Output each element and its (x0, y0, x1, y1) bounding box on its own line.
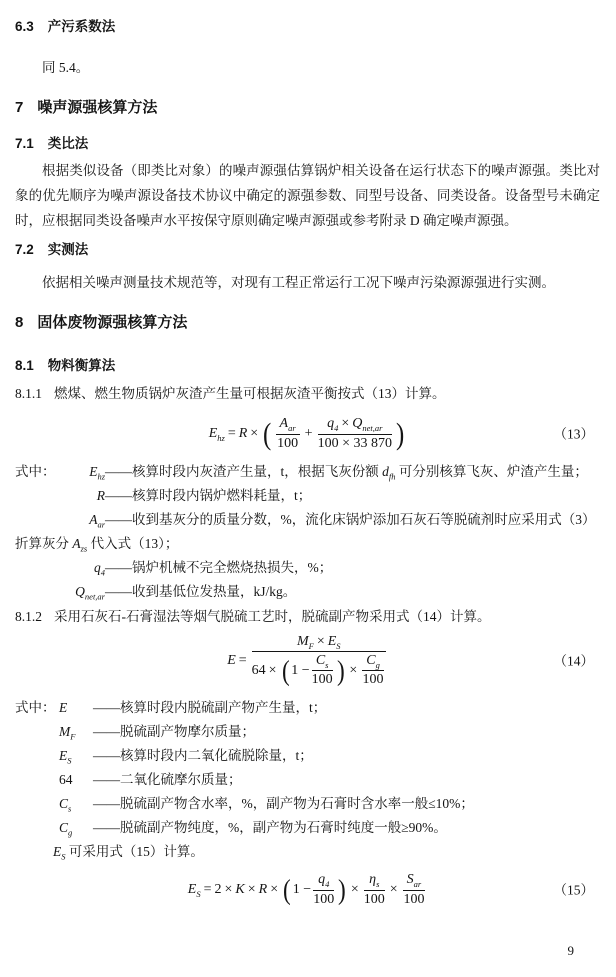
heading-8-1 (15, 353, 600, 378)
heading-8-label: 8 (15, 314, 24, 331)
left-paren: ( (283, 873, 291, 906)
heading-8-1-label: 8.1 (15, 358, 34, 373)
equation-15-math: $E_S$ = 2 × K × R × ( 1 − $\frac{q_4}{100}$ ) × $\frac{\eta_s}{100}$ × $\frac{S_{ar}}{100}$ (187, 872, 425, 907)
def-row-aar-continued: 折算灰分 $A_{zs}$ 代入式（13）； (15, 536, 179, 554)
heading-7-2-title: 实测法 (47, 242, 89, 257)
heading-8-1-title: 物料衡算法 (47, 358, 116, 373)
def-row-qnetar: $Q_{net,ar}$ —— 收到基低位发热量，kJ/kg。 (75, 584, 297, 602)
equation-13-math: $E_{hz}$ = R × ( $\frac{A_{ar}}{100}$ + $q_4$ × $Q_{net,ar}$ 100 × 33 870 ) (208, 416, 405, 452)
heading-7-1 (15, 131, 600, 156)
eq15-eta-fraction: $\frac{\eta_s}{100}$ (363, 872, 385, 907)
paragraph-7-2: 依据相关噪声测量技术规范等，对现有工程正常运行工况下噪声污染源源强进行实测。 (42, 275, 555, 290)
equation-15-number: （15） (553, 882, 594, 898)
paragraph-8-1-1-text: 燃煤、燃生物质锅炉灰渣产生量可根据灰渣平衡按式（13）计算。 (54, 386, 446, 401)
right-paren: ) (336, 654, 345, 687)
eq13-fraction-1: $\frac{A_{ar}}{100}$ (277, 416, 299, 451)
def-row-q4: $q_4$ —— 锅炉机械不完全燃烧热损失，%； (94, 560, 333, 578)
eq13-fraction-2: $q_4$ × $Q_{net,ar}$ 100 × 33 870 (317, 416, 392, 451)
eq15-q4-fraction: $\frac{q_4}{100}$ (313, 872, 335, 907)
heading-7-1-title: 类比法 (47, 136, 89, 151)
equation-15 (15, 864, 600, 916)
eq14-cs-fraction: $\frac{C_s}{100}$ (311, 652, 333, 688)
heading-7-2 (15, 237, 600, 262)
paragraph-8-1-2-text: 采用石灰石-石膏湿法等烟气脱硫工艺时，脱硫副产物采用式（14）计算。 (54, 609, 491, 624)
eq14-main-fraction: $M_F$ × $E_S$ 64 × ( 1 − $\frac{C_s}{100}$ ) × $\frac{C_g}{100}$ (252, 634, 386, 688)
eq15-sar-fraction: $\frac{S_{ar}}{100}$ (403, 872, 425, 907)
heading-6-3-label: 6.3 (15, 19, 34, 34)
def-row-e: 式中： E —— 核算时段内脱硫副产物产生量，t； (15, 700, 327, 715)
def-row-es: $E_S$ —— 核算时段内二氧化硫脱除量，t； (59, 748, 313, 766)
heading-7-1-label: 7.1 (15, 136, 34, 151)
heading-8-title: 固体废物源强核算方法 (37, 314, 188, 331)
right-paren: ) (396, 416, 405, 452)
equation-14-number: （14） (553, 653, 594, 669)
es-note-line: $E_S$ 可采用式（15）计算。 (53, 844, 204, 862)
paragraph-8-1-2 (15, 604, 600, 629)
paragraph-7-1: 根据类似设备（即类比对象）的噪声源强估算锅炉相关设备在运行状态下的噪声源强。类比对象的优先顺序为噪声源设备技术协议中确定的源强参数、同型号设备、同类设备。设备型号未确定时，应根据同类设备噪声水平按保守原则确定噪声源强或参考附录 D 确定噪声源强。 (15, 163, 600, 228)
def-row-cg: $C_g$ —— 脱硫副产物纯度，%，副产物为石膏时纯度一般≥90%。 (59, 820, 447, 838)
paragraph-8-1-1-label: 8.1.1 (15, 386, 42, 401)
eq14-cg-fraction: $\frac{C_g}{100}$ (362, 652, 384, 688)
heading-8 (15, 310, 600, 335)
def-row-aar: $A_{ar}$ —— 收到基灰分的质量分数，%，流化床锅炉添加石灰石等脱硫剂时应采用式（3） (89, 512, 596, 530)
eq15-lhs: $E_S$ (187, 881, 201, 899)
paragraph-6-3: 同 5.4。 (42, 60, 90, 75)
def-row-ehz: 式中： $E_{hz}$ —— 核算时段内灰渣产生量，t，根据飞灰份额 $d_{fh}$ 可分别核算飞灰、炉渣产生量； (15, 464, 588, 482)
heading-7-label: 7 (15, 99, 24, 116)
left-paren: ( (263, 416, 272, 452)
definition-list-14 (15, 696, 600, 864)
equation-14 (15, 629, 600, 693)
paragraph-8-1-1 (15, 381, 600, 406)
page-number: 9 (567, 943, 574, 958)
heading-6-3 (15, 14, 600, 39)
heading-7 (15, 95, 600, 120)
def-row-64: 64 —— 二氧化硫摩尔质量； (59, 772, 242, 787)
def-row-r: R —— 核算时段内锅炉燃料耗量，t； (96, 488, 312, 503)
def-row-cs: $C_s$ —— 脱硫副产物含水率，%，副产物为石膏时含水率一般≤10%； (59, 796, 474, 814)
definition-list-13 (15, 460, 600, 604)
left-paren: ( (281, 654, 290, 687)
equation-13 (15, 408, 600, 460)
heading-6-3-title: 产污系数法 (47, 19, 116, 34)
def-row-mf: $M_F$ —— 脱硫副产物摩尔质量； (59, 724, 255, 742)
equation-14-math: E = $M_F$ × $E_S$ 64 × ( 1 − $\frac{C_s}{100}$ ) × $\frac{C_g}{100}$ (227, 634, 388, 688)
eq13-lhs: $E_{hz}$ (208, 425, 225, 443)
equation-13-number: （13） (553, 426, 594, 442)
heading-7-2-label: 7.2 (15, 242, 34, 257)
paragraph-8-1-2-label: 8.1.2 (15, 609, 42, 624)
heading-7-title: 噪声源强核算方法 (37, 99, 158, 116)
right-paren: ) (338, 873, 346, 906)
